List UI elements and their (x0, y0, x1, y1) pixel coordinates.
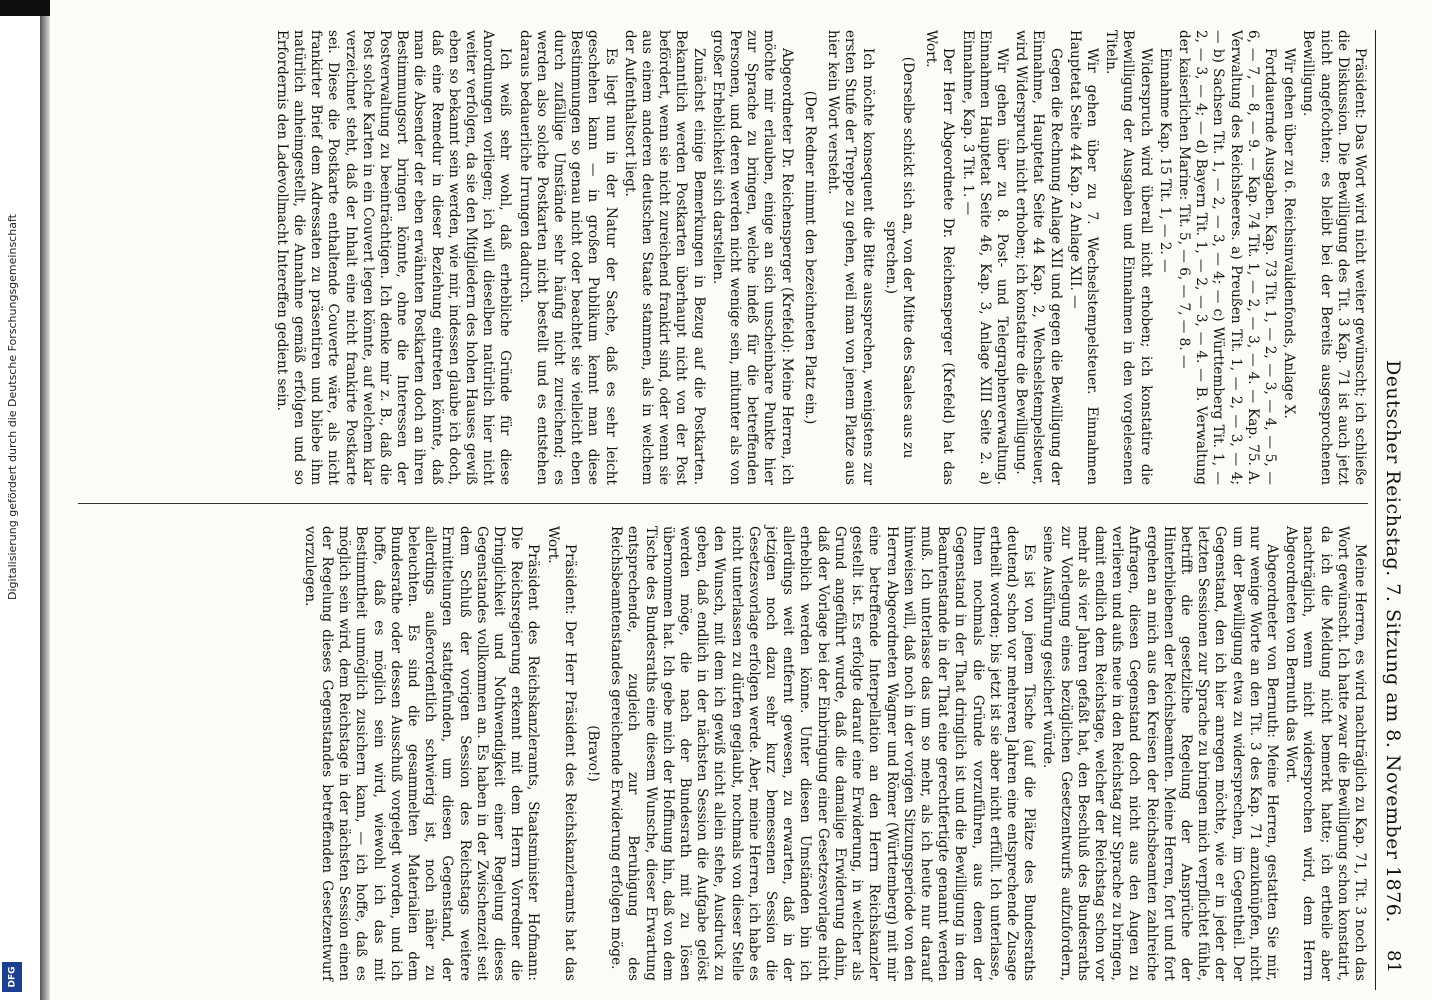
page-number: 81 (1383, 950, 1404, 973)
paragraph: Wir gehen über zu 8. Post- und Telegraphenverwaltung. Einnahmen Hauptetat Seite 46, Kap. 3, Anlage XIII Seite 2. a) Einnahme, Kap. 3 Tit. 1. — (959, 30, 1010, 485)
header-title: Deutscher Reichstag. 7. Sitzung am 8. November 1876. (1382, 360, 1404, 923)
paragraph: Wir gehen über zu 7. Wechselstempelsteuer. Einnahmen Hauptetat Seite 44 Kap. 2 Anlage XII. — (1066, 30, 1100, 485)
stage-direction: (Der Redner nimmt den bezeichneten Platz ein.) (801, 90, 818, 425)
paragraph: Abgeordneter Dr. Reichensperger (Krefeld): Meine Herren, ich möchte mir erlauben, einige an sich unscheinbare Punkte hier zur Sprache zu bringen, welche indeß für die betreffenden Personen, und deren werden nicht wenige sein, mitunter als von großer Erheblichkeit sich darstellen. (709, 30, 795, 485)
paragraph: Gegen die Rechnung Anlage XII und gegen die Bewilligung der Einnahme, Hauptetat Seite 44 Kap. 2, Wechselstempelsteuer, wird Widerspruch nicht erhoben; ich konstatire die Bewilligung. (1013, 30, 1064, 485)
paragraph: Ich möchte konsequent die Bitte aussprechen, wenigstens zur ersten Stufe der Treppe zu gehen, weil man von jenem Platze aus hier kein Wort versteht. (825, 30, 876, 485)
page-gutter-shadow (40, 16, 50, 1000)
paragraph: Präsident des Reichskanzleramts, Staatsminister Hofmann: Die Reichsregierung erkennt mit dem Herrn Vorredner die Dringlichkeit und Nothwendigkeit einer Regelung dieses Gegenstandes vollkommen an. Es haben in der Zwischenzeit seit dem Schluß der vorigen Session des Reichstags weitere Ermittelungen stattgefunden, um diesen Gegenstand, der allerdings außerordentlich schwierig ist, noch näher zu beleuchten. Es sind die gesammelten Materialien dem Bundesrathe oder dessen Ausschuß vorgelegt worden, und ich hoffe, daß es möglich sein wird, wiewohl ich das mit Bestimmtheit unmöglich zusichern kann, — ich hoffe, daß es möglich sein wird, dem Reichstage in der nächsten Session einen der Regelung dieses Gegenstandes betreffenden Gesetzentwurf vorzulegen. (301, 526, 542, 981)
column-divider (78, 503, 1368, 504)
paragraph: Präsident: Das Wort wird nicht weiter gewünscht; ich schließe die Diskussion. Die Bewilligung des Tit. 3 Kap. 71 ist auch jetzt nicht angefochten; es bleibt bei der Bereits ausgesprochenen Bewilligung. (1300, 30, 1368, 485)
paragraph: Meine Herren, es wird nachträglich zu Kap. 71, Tit. 3 noch das Wort gewünscht. Ich hatte zwar die Bewilligung schon konstatirt, da ich die Meldung nicht bemerkt hatte; ich ertheile aber nachträglich, wenn nicht widersprochen wird, dem Herrn Abgeordneten von Bernuth das Wort. (1283, 526, 1368, 981)
paragraph: Es ist von jenem Tische (auf die Plätze des Bundesraths deutend) schon vor mehreren Jahren eine entsprechende Zusage ertheilt worden; bis jetzt ist sie aber nicht erfüllt. Ich unterlasse, Ihnen nochmals die Gründe vorzuführen, aus denen der Gegenstand in der That dringlich ist und die Bewilligung in dem Beamtenstande in der That eine gerechtfertigte genannt werden muß. Ich unterlasse das um so mehr, als ich heute nur darauf hinweisen will, daß noch in der vorigen Sitzungsperiode von den Herren Abgeordneten Wagner und Römer (Württemberg) mit mir eine betreffende Interpellation an den Herrn Reichskanzler gestellt ist. Es erfolgte darauf eine Erwiderung, in welcher als Grund angeführt wurde, daß die damalige Erwiderung dahin, daß der Vorlage bei der Einbringung einer Gesetzesvorlage nicht erheblich werden könne. Unter diesen Umständen bin ich allerdings weit entfernt gewesen, zu erwarten, daß in der jetzigen noch dazu sehr kurz bemessenen Session die Gesetzesvorlage erfolgen werde. Aber, meine Herren, ich habe es nicht unterlassen zu dürfen geglaubt, nochmals von dieser Stelle den Wunsch, mit dem ich gewiß nicht allein stehe, Ausdruck zu geben, daß endlich in der nächsten Session die Aufgabe gelöst werden möge, die nach der Bundesrath mit zu lösen übernommen hat. Ich gebe mich der Hoffnung hin, daß von dem Tische des Bundesraths eine diesem Wunsche, dieser Erwartung entsprechende, zugleich zur Beruhigung des Reichsbeamtenstandes gereichende Erwiderung erfolgen möge. (608, 526, 1038, 981)
paragraph: Es liegt nun in der Natur der Sache, daß es sehr leicht geschehen kann — in großen Publikum kennt man diese Bestimmungen so genau nicht oder beachtet sie vielleicht eben durch zufällige Umstände sehr häufig nicht zureichend; es werden also solche Postkarten nicht bestellt und es entstehen daraus bedauerliche Irrungen dadurch. (516, 30, 619, 485)
left-column (271, 30, 1368, 485)
applause-note: (Bravo!) (585, 725, 602, 782)
paragraph: Präsident: Der Herr Präsident des Reichskanzleramts hat das Wort. (544, 526, 578, 981)
rotated-document (70, 30, 1410, 990)
digitization-credit: Digitalisierung gefördert durch die Deutsche Forschungsgemeinschaft (6, 214, 19, 600)
paragraph: Der Herr Abgeordnete Dr. Reichensperger (Krefeld) hat das Wort. (923, 30, 957, 485)
dfg-logo-text: DFG (7, 966, 18, 988)
dfg-logo (2, 962, 22, 992)
page-header (1375, 30, 1410, 990)
paragraph: Ich weiß sehr wohl, daß erhebliche Gründe für diese Anordnungen vorliegen; ich will dieselben natürlich hier nicht weiter verfolgen, da sie den Mitgliedern des hohen Hauses gewiß eben so bekannt sein werden, wie mir, indessen glaube ich doch, daß eine Remedur in dieser Beziehung eintreten könnte, daß man die Absender der eben erwähnten Postkarten doch an ihren Bestimmungsort bringen könnte, ohne die Interessen der Postverwaltung zu beeinträchtigen. Ich denke mir z. B., daß die Post solche Karten in ein Couvert legen könnte, auf welchem klar verzeichnet steht, daß der Inhalt eine nicht frankirte Postkarte sei. Diese die Postkarte enthaltende Couverte wäre, als nicht frankirter Brief dem Adressaten zu präsentiren und bliebe ihm natürlich anheimgestellt, die Annahme gemäß erfolgen und so Erfordernis den Ladevollmacht Intereffen gedient sein. (273, 30, 514, 485)
paragraph: Zunächst einige Bemerkungen in Bezug auf die Postkarten. Bekanntlich werden Postkarten überhaupt nicht von der Post befördert, wenn sie nicht zureichend frankirt sind, oder wenn sie aus einem anderen deutschen Staate stammen, als in welchem der Aufenthaltsort liegt. (621, 30, 707, 485)
paragraph: Abgeordneter von Bernuth: Meine Herren, gestatten Sie mir, nur wenige Worte an den Tit. 3 des Kap. 71 anzuknüpfen, nicht um der Bewilligung etwa zu widersprechen, im Gegentheil. Der Gegenstand, den ich hier anregen möchte, wie er in jeder der letzten Sessionen zur Sprache zu bringen mich verpflichtet fühle, betrifft die gesetzliche Regelung der Ansprüche der Hinterbliebenen der Reichsbeamten. Meine Herren, fort und fort ergehen an mich aus den Kreisen der Reichsbeamten zahlreiche Anfragen, diesen Gegenstand doch nicht aus den Augen zu verlieren und aufs neue in den Reichstag zur Sprache zu bringen, damit endlich dem Reichstage, welcher der Reichstag schon vor mehr als vier Jahren gefaßt hat, den Beschluß des Bundesraths zur Vorlegung eines bezüglichen Gesetzentwurfs aufzufordern, seine Ausführung gesichert würde. (1040, 526, 1280, 981)
paragraph: Wir gehen über zu 6. Reichsinvalidenfonds, Anlage X. (1281, 48, 1298, 419)
paragraph: Fortdauernde Ausgaben. Kap. 73 Tit. 1, — 2, — 3, — 4, — 5, — 6, — 7, — 8, — 9. — Kap. 74 Tit. 1, — 2, — 3, — 4. — Kap. 75. A. Verwaltung des Reichsheeres. a) Preußen Tit. 1, — 2, — 3, — 4; — b) Sachsen Tit. 1, — 2, — 3, — 4; — c) Württemberg Tit. 1, — 2, — 3, — 4; — d) Bayern Tit. 1, — 2, — 3, — 4. — B. Verwaltung der kaiserlichen Marine: Tit. 5, — 6, — 7, — 8. — (1175, 30, 1278, 485)
right-column (299, 526, 1368, 981)
paragraph: Einnahme Kap. 15 Tit. 1, — 2. — (1156, 48, 1173, 273)
paragraph: Widerspruch wird überall nicht erhoben; ich konstatire die Bewilligung der Ausgaben und Einnahmen in den vorgelesenen Titeln. (1103, 30, 1154, 485)
stage-direction: (Derselbe schickt sich an, von der Mitte des Saales aus zu sprechen.) (882, 56, 916, 459)
